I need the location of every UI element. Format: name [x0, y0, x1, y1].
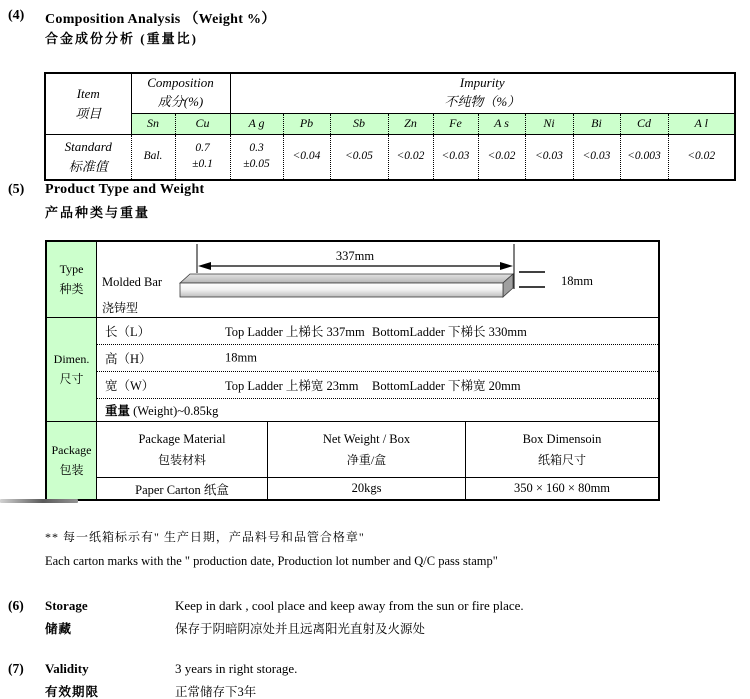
package-header-cell: [47, 422, 97, 499]
section-5-subtitle: 产品种类与重量: [45, 205, 151, 220]
package-header-en: Package: [51, 443, 92, 458]
storage-text-zh: 保存于阴暗阴凉处并且远离阳光直射及火源处: [175, 622, 426, 636]
value-bi: <0.03: [573, 134, 620, 180]
element-header-sn: Sn: [131, 113, 175, 134]
weight-label-zh: 重量: [105, 404, 131, 418]
standard-row-header-cell: [45, 134, 131, 180]
section-5-number: (5): [8, 182, 25, 197]
section-4-subtitle: 合金成份分析 (重量比): [45, 31, 198, 46]
standard-value-row: [45, 134, 735, 180]
bar-top-face: [180, 274, 513, 283]
dim-length-label: 长（L）: [105, 325, 151, 339]
value-sn: Bal.: [131, 134, 175, 180]
value-ag: 0.3 ±0.05: [230, 134, 283, 180]
box-dimension-zh: 纸箱尺寸: [537, 453, 586, 468]
impurity-group-header-cell: [230, 73, 735, 113]
section-4-number: (4): [8, 8, 25, 23]
composition-header-row: [45, 73, 735, 113]
validity-text-en: 3 years in right storage.: [175, 661, 298, 676]
validity-label-en: Validity: [45, 661, 89, 676]
value-as: <0.02: [478, 134, 525, 180]
section-4-title: Composition Analysis （Weight %）: [45, 12, 276, 27]
package-material-zh: 包装材料: [157, 453, 206, 468]
carton-note-en: Each carton marks with the " production date, Production lot number and Q/C pass stamp": [45, 554, 498, 568]
element-header-sb: Sb: [330, 113, 388, 134]
dimension-row-width: [97, 372, 658, 399]
dim-height-value: 18mm: [225, 350, 257, 365]
type-header-zh: 种类: [59, 281, 84, 296]
impurity-header-zh: 不纯物（%）: [444, 94, 521, 110]
composition-header-zh: 成分(%): [157, 94, 204, 110]
package-material-en: Package Material: [138, 431, 226, 446]
dimension-header-en: Dimen.: [53, 352, 90, 367]
box-dimension-header: [466, 422, 658, 478]
bar-front-face: [180, 283, 503, 297]
element-header-ag: A g: [230, 113, 283, 134]
composition-group-header-cell: [131, 73, 230, 113]
standard-header-zh: 标准值: [68, 158, 108, 174]
net-weight-header: [268, 422, 466, 478]
value-cu: 0.7 ±0.1: [175, 134, 230, 180]
dimension-header-zh: 尺寸: [59, 371, 84, 386]
storage-label-en: Storage: [45, 598, 88, 613]
impurity-header-en: Impurity: [459, 75, 505, 91]
item-header-zh: 项目: [75, 105, 102, 121]
box-dimension-value: 350 × 160 × 80mm: [513, 481, 611, 495]
dim-length-bottom: BottomLadder 下梯长 330mm: [372, 325, 527, 339]
section-5-title: Product Type and Weight: [45, 182, 205, 197]
item-header-cell: [45, 73, 131, 134]
dim-height-label: 高（H）: [105, 352, 152, 366]
composition-table: [44, 72, 736, 181]
value-sb: <0.05: [330, 134, 388, 180]
weight-value: (Weight)~0.85kg: [130, 404, 219, 418]
scan-smudge-artifact: [0, 499, 78, 503]
dimension-row-height: [97, 345, 658, 372]
dimension-row-length: [97, 318, 658, 345]
package-material-header: [97, 422, 268, 478]
element-header-cd: Cd: [620, 113, 668, 134]
element-header-fe: Fe: [433, 113, 478, 134]
dimension-header-cell: [47, 318, 97, 422]
dim-width-label: 宽（W）: [105, 379, 155, 393]
validity-text-zh: 正常储存下3年: [175, 685, 257, 699]
type-content-cell: [97, 242, 658, 318]
product-table: [45, 240, 660, 501]
arrowhead-left-icon: [198, 262, 211, 270]
bar-length-label: 337mm: [335, 249, 375, 263]
element-header-zn: Zn: [388, 113, 433, 134]
value-zn: <0.02: [388, 134, 433, 180]
element-header-bi: Bi: [573, 113, 620, 134]
storage-text-en: Keep in dark , cool place and keep away from the sun or fire place.: [175, 598, 524, 613]
type-header-cell: [47, 242, 97, 318]
element-header-cu: Cu: [175, 113, 230, 134]
section-6-number: (6): [8, 598, 24, 613]
value-pb: <0.04: [283, 134, 330, 180]
value-cd: <0.003: [620, 134, 668, 180]
section-7-number: (7): [8, 661, 24, 676]
product-name-zh: 浇铸型: [102, 301, 139, 315]
value-fe: <0.03: [433, 134, 478, 180]
net-weight-en: Net Weight / Box: [322, 431, 411, 446]
element-header-pb: Pb: [283, 113, 330, 134]
dim-length-top: Top Ladder 上梯长 337mm: [225, 325, 365, 339]
dim-width-bottom: BottomLadder 下梯宽 20mm: [372, 379, 521, 393]
type-header-en: Type: [59, 262, 84, 277]
value-ni: <0.03: [525, 134, 573, 180]
dimension-row-weight: [97, 399, 658, 422]
dim-width-top: Top Ladder 上梯宽 23mm: [225, 379, 359, 393]
net-weight-value: 20kgs: [268, 478, 466, 499]
arrowhead-right-icon: [500, 262, 513, 270]
validity-label-zh: 有效期限: [45, 685, 100, 699]
product-name-en: Molded Bar: [102, 275, 163, 289]
element-header-as: A s: [478, 113, 525, 134]
element-header-row: [45, 113, 735, 134]
value-al: <0.02: [668, 134, 735, 180]
standard-header-en: Standard: [64, 139, 112, 154]
package-material-value: Paper Carton 纸盒: [97, 478, 268, 499]
net-weight-zh: 净重/盒: [346, 453, 387, 468]
package-header-zh: 包装: [59, 462, 84, 477]
box-dimension-en: Box Dimensoin: [522, 431, 602, 446]
element-header-al: A l: [668, 113, 735, 134]
storage-label-zh: 储藏: [45, 622, 73, 636]
item-header-en: Item: [76, 86, 100, 102]
molded-bar-diagram: [97, 242, 658, 317]
bar-height-label: 18mm: [561, 274, 593, 288]
carton-note-zh: ** 每一纸箱标示有" 生产日期，产品料号和品管合格章": [45, 530, 365, 544]
composition-header-en: Composition: [147, 75, 214, 91]
element-header-ni: Ni: [525, 113, 573, 134]
